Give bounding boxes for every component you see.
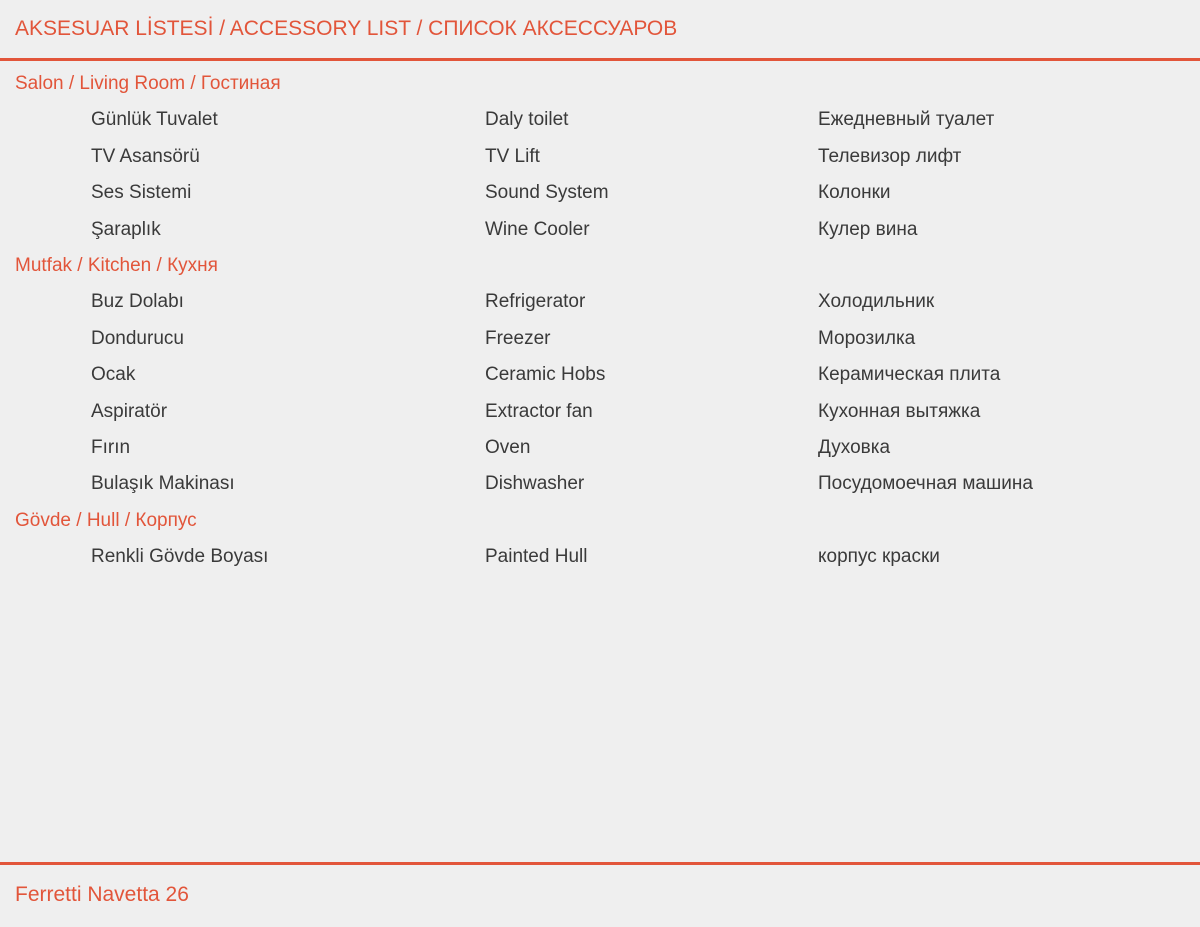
item-russian: Посудомоечная машина [818,473,1033,495]
item-russian: Ежедневный туалет [818,109,995,131]
item-russian: Духовка [818,436,891,458]
item-english: Daly toilet [485,109,569,131]
list-item [0,284,1200,320]
item-russian: Кухонная вытяжка [818,400,981,422]
section-hull [0,503,1200,576]
list-item [0,102,1200,138]
item-english: Oven [485,436,531,458]
list-item [0,212,1200,248]
list-item [0,139,1200,175]
item-english: Painted Hull [485,546,588,568]
list-item [0,539,1200,575]
item-turkish: Ses Sistemi [91,182,192,204]
list-item [0,430,1200,466]
item-english: Refrigerator [485,291,586,313]
item-english: Sound System [485,182,609,204]
section-title: Gövde / Hull / Корпус [15,509,197,531]
item-russian: Холодильник [818,291,935,313]
item-english: TV Lift [485,145,540,167]
item-turkish: Fırın [91,436,131,458]
item-turkish: Günlük Tuvalet [91,109,218,131]
page-title: AKSESUAR LİSTESİ / ACCESSORY LIST / СПИСОК АКСЕССУАРОВ [15,17,678,40]
item-turkish: Şaraplık [91,218,161,240]
footer-title: Ferretti Navetta 26 [15,883,189,906]
section-kitchen [0,248,1200,503]
item-turkish: Buz Dolabı [91,291,184,313]
item-turkish: TV Asansörü [91,145,200,167]
item-turkish: Aspiratör [91,400,168,422]
list-item [0,394,1200,430]
page-footer [0,862,1200,927]
list-item [0,466,1200,502]
item-english: Ceramic Hobs [485,364,606,386]
list-item [0,357,1200,393]
list-item [0,321,1200,357]
item-turkish: Dondurucu [91,327,184,349]
item-turkish: Ocak [91,364,136,386]
section-title: Salon / Living Room / Гостиная [15,73,281,94]
item-russian: Колонки [818,182,891,204]
item-russian: Морозилка [818,327,916,349]
item-russian: Кулер вина [818,218,918,240]
section-living-room [0,66,1200,248]
accessory-list [0,66,1200,575]
list-item [0,175,1200,211]
item-english: Dishwasher [485,473,585,495]
item-russian: корпус краски [818,546,940,568]
section-title: Mutfak / Kitchen / Кухня [15,254,218,276]
page-header [0,0,1200,61]
item-english: Wine Cooler [485,218,590,240]
item-russian: Телевизор лифт [818,145,962,167]
item-russian: Керамическая плита [818,364,1001,386]
item-turkish: Renkli Gövde Boyası [91,546,269,568]
item-english: Freezer [485,327,551,349]
item-turkish: Bulaşık Makinası [91,473,235,495]
item-english: Extractor fan [485,400,593,422]
